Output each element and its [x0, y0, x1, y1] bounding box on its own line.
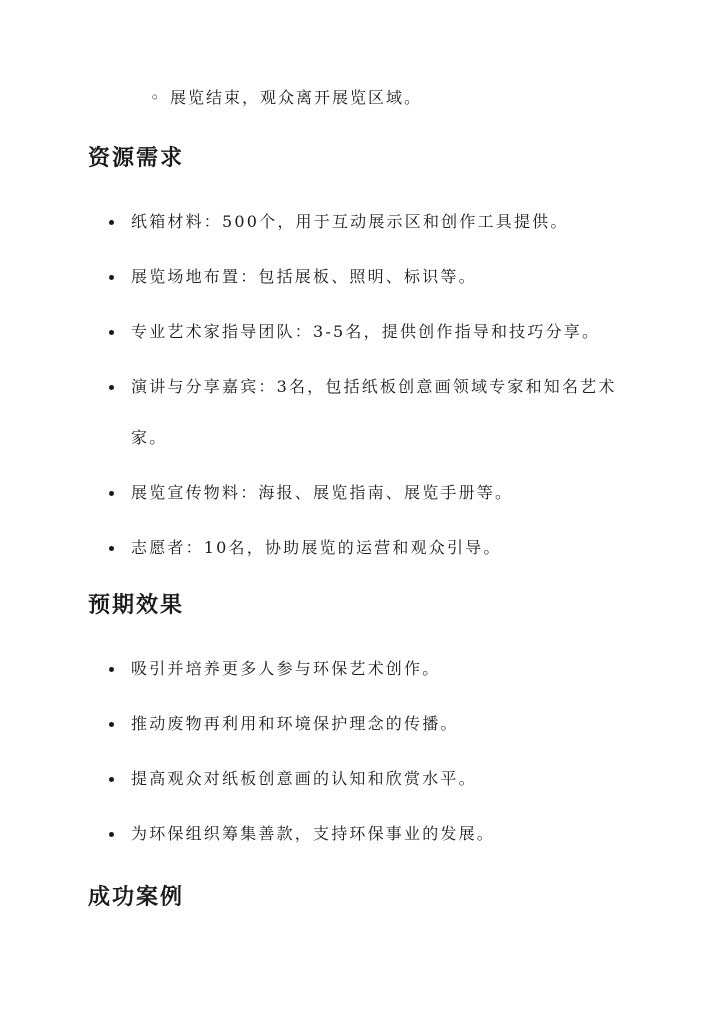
- bullet-icon: [109, 385, 114, 390]
- list-item-text: 展览场地布置：包括展板、照明、标识等。: [131, 267, 477, 286]
- list-item: [0, 375, 631, 450]
- bullet-icon: [109, 491, 114, 496]
- list-item: [0, 712, 631, 736]
- list-item: [0, 657, 631, 681]
- bullet-icon: [109, 777, 114, 782]
- list-item-text: 演讲与分享嘉宾：3名，包括纸板创意画领域专家和知名艺术: [131, 377, 617, 396]
- list-item-text: 展览宣传物料：海报、展览指南、展览手册等。: [131, 483, 514, 502]
- bullet-icon: [109, 667, 114, 672]
- list-item-text: 志愿者：10名，协助展览的运营和观众引导。: [131, 538, 502, 557]
- list-item: [0, 265, 631, 289]
- list-item: [0, 320, 631, 344]
- section-heading-effects: 预期效果: [88, 592, 185, 618]
- list-item-text-continued: 家。: [131, 428, 168, 447]
- list-item-text: 为环保组织筹集善款，支持环保事业的发展。: [131, 824, 496, 843]
- bullet-icon: [109, 275, 114, 280]
- list-item: [0, 822, 631, 846]
- section-heading-resources: 资源需求: [88, 145, 185, 171]
- sub-list-item: [150, 86, 422, 110]
- list-item: [0, 536, 631, 560]
- bullet-icon: [109, 722, 114, 727]
- list-item: [0, 481, 631, 505]
- list-item-text: 推动废物再利用和环境保护理念的传播。: [131, 714, 459, 733]
- bullet-icon: [109, 220, 114, 225]
- resources-list: [0, 210, 631, 560]
- list-item-text: 纸箱材料：500个，用于互动展示区和创作工具提供。: [131, 212, 569, 231]
- hollow-bullet-icon: ◦: [150, 88, 162, 107]
- bullet-icon: [109, 330, 114, 335]
- bullet-icon: [109, 546, 114, 551]
- list-item-text: 专业艺术家指导团队：3-5名，提供创作指导和技巧分享。: [131, 322, 601, 341]
- list-item: [0, 767, 631, 791]
- list-item-text: 提高观众对纸板创意画的认知和欣赏水平。: [131, 769, 477, 788]
- list-item: [0, 210, 631, 234]
- sub-list-item-text: 展览结束，观众离开展览区域。: [170, 88, 423, 107]
- bullet-icon: [109, 832, 114, 837]
- list-item-text: 吸引并培养更多人参与环保艺术创作。: [131, 659, 441, 678]
- section-heading-cases: 成功案例: [88, 884, 185, 910]
- effects-list: [0, 657, 631, 846]
